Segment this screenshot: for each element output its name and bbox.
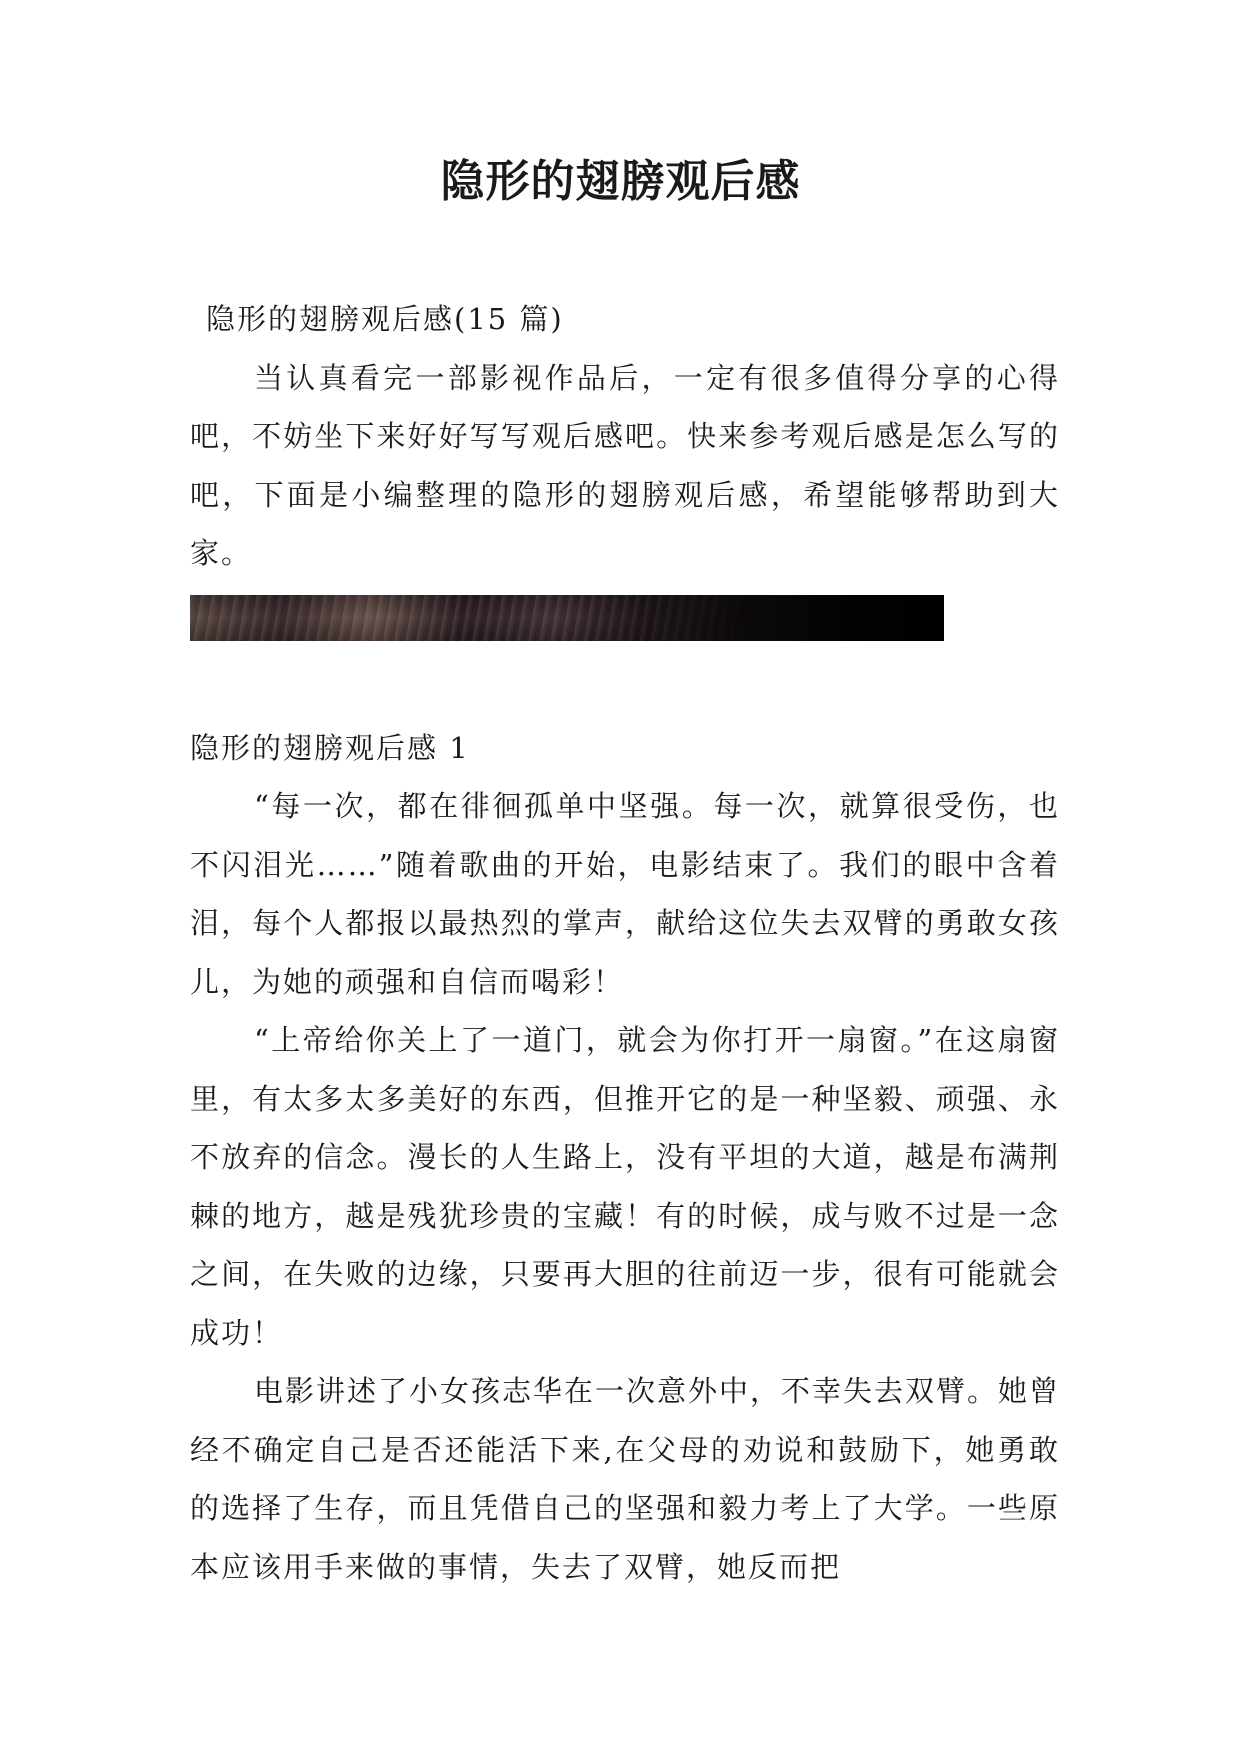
banner-image xyxy=(190,595,944,641)
document-body xyxy=(190,290,1060,1596)
body-paragraph-1: “每一次，都在徘徊孤单中坚强。每一次，就算很受伤，也不闪泪光……”随着歌曲的开始，电影结束了。我们的眼中含着泪，每个人都报以最热烈的掌声，献给这位失去双臂的勇敢女孩儿，为她的顽强和自信而喝彩！ xyxy=(190,789,1060,999)
body-paragraph-2: “上帝给你关上了一道门，就会为你打开一扇窗。”在这扇窗里，有太多太多美好的东西，但推开它的是一种坚毅、顽强、永不放弃的信念。漫长的人生路上，没有平坦的大道，越是布满荆棘的地方，越是残犹珍贵的宝藏！有的时候，成与败不过是一念之间，在失败的边缘，只要再大胆的往前迈一步，很有可能就会成功！ xyxy=(190,1023,1060,1350)
intro-paragraph: 当认真看完一部影视作品后，一定有很多值得分享的心得吧，不妨坐下来好好写写观后感吧。快来参考观后感是怎么写的吧，下面是小编整理的隐形的翅膀观后感，希望能够帮助到大家。 xyxy=(190,360,1060,570)
section-heading: 隐形的翅膀观后感 1 xyxy=(190,730,470,765)
body-paragraph-3: 电影讲述了小女孩志华在一次意外中，不幸失去双臂。她曾经不确定自己是否还能活下来,在父母的劝说和鼓励下，她勇敢的选择了生存，而且凭借自己的坚强和毅力考上了大学。一些原本应该用手来做的事情，失去了双臂，她反而把 xyxy=(190,1374,1061,1584)
document-subtitle: 隐形的翅膀观后感(15 篇) xyxy=(206,302,564,336)
document-title: 隐形的翅膀观后感 xyxy=(440,156,801,207)
